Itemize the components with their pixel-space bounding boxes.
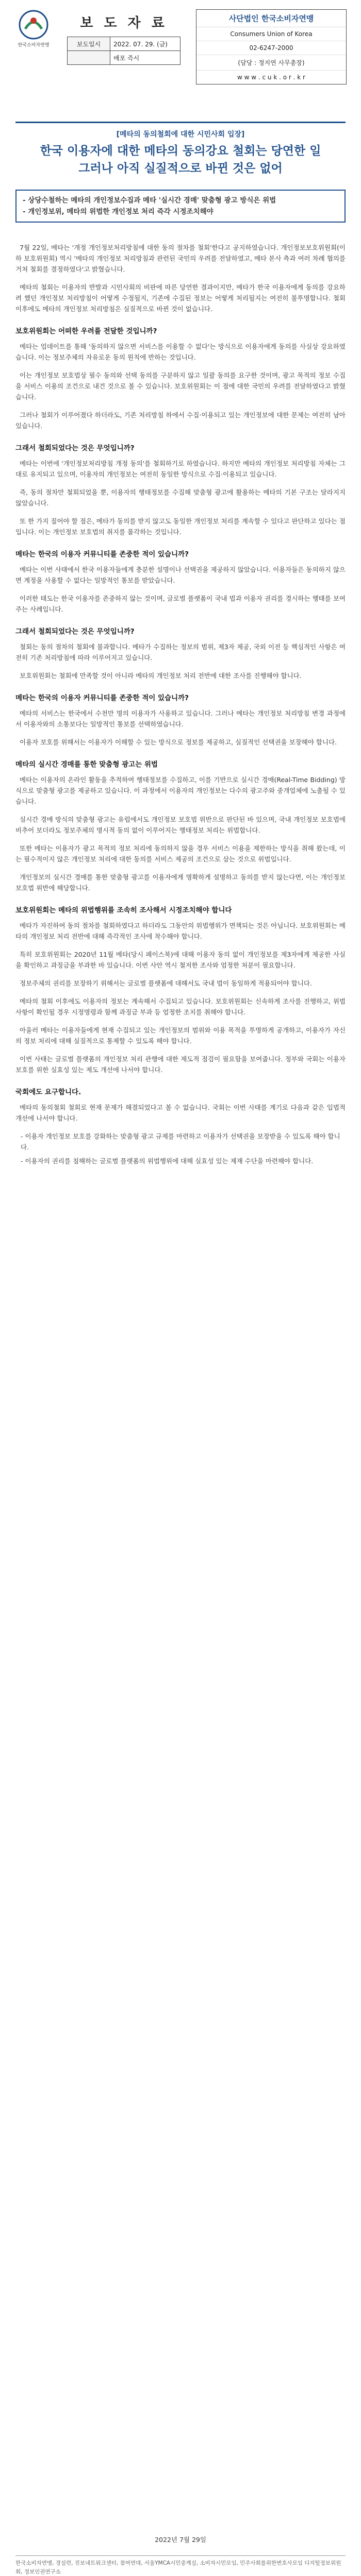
paragraph: 정보주체의 권리를 보장하기 위해서는 글로벌 플랫폼에 대해서도 국내 법이 동일하게 적용되어야 합니다. (20, 979, 312, 987)
section-heading: 그래서 철회되었다는 것은 무엇입니까? (15, 444, 135, 452)
page-title: 보 도 자 료 (80, 15, 168, 31)
headline-line-1: 한국 이용자에 대한 메타의 동의강요 철회는 당연한 일 (40, 144, 321, 158)
paragraph: 메타의 동의철회 철회로 현재 문제가 해결되었다고 볼 수 없습니다. 국회는 이번 사태를 계기로 다음과 같은 입법적 개선에 나서야 합니다. (15, 1104, 346, 1122)
subheadline-box (15, 190, 346, 223)
demand-list (21, 1131, 346, 1166)
paragraph: 메타는 이번에 '개인정보처리방침 개정 동의'를 철회하기로 하였습니다. 하지만 메타의 개인정보 처리방침 자체는 그대로 유지되고 있으며, 이용자의 개인정보는 여전히 동일한 방식으로 수집·이용되고 있습니다. (15, 460, 346, 478)
paragraph: 메타의 철회는 이용자의 반발과 시민사회의 비판에 따른 당연한 결과이지만, 메타가 한국 이용자에게 동의를 강요하려 했던 개인정보 처리방침이 어떻게 수정될지, 기존에 수집된 정보는 어떻게 처리될지는 여전히 불투명합니다. 철회 이후에도 메타의 개인정보 처리방침은 실질적으로 바뀐 것이 없습니다. (15, 283, 346, 313)
paragraph: 이용자 보호를 위해서는 이용자가 이해할 수 있는 방식으로 정보를 제공하고, 실질적인 선택권을 보장해야 합니다. (20, 738, 337, 746)
paragraph: 보호위원회는 철회에 만족할 것이 아니라 메타의 개인정보 처리 전반에 대한 조사를 진행해야 합니다. (20, 672, 302, 680)
paragraph: 메타의 서비스는 한국에서 수천만 명의 이용자가 사용하고 있습니다. 그러나 메타는 개인정보 처리방침 변경 과정에서 이용자와의 소통보다는 일방적인 통보를 선택하였습니다. (15, 709, 346, 728)
logo-text: 한국소비자연맹 (18, 43, 50, 48)
subheadline: - 상당수철하는 메타의 개인정보수집과 메타 '실시간 경매' 맞춤형 광고 방식은 위법 (23, 196, 276, 205)
section-heading: 보호위원회는 메타의 위법행위를 조속히 조사해서 시정조치해야 합니다 (15, 906, 232, 914)
paragraph: 그러나 철회가 이루어졌다 하더라도, 기존 처리방침 하에서 수집·이용되고 있는 개인정보에 대한 문제는 여전히 남아 있습니다. (15, 411, 346, 430)
paragraph: 아울러 메타는 이용자들에게 현재 수집되고 있는 개인정보의 범위와 이용 목적을 투명하게 공개하고, 이용자가 자신의 정보 처리에 대해 실질적으로 통제할 수 있도록 해야 합니다. (15, 1026, 346, 1045)
list-item: - 이용자의 권리를 침해하는 글로벌 플랫폼의 위법행위에 대해 실효성 있는 제재 수단을 마련해야 합니다. (21, 1157, 314, 1165)
co-signers-footer: 한국소비자연맹, 경실련, 진보네트워크센터, 참여연대, 서울YMCA시민중계실, 소비자시민모임, 민주사회를위한변호사모임 디지털정보위원회, 정보인권연구소 (15, 2555, 346, 2576)
paragraph: 또 한 가지 짚어야 할 점은, 메타가 동의를 받지 않고도 동일한 개인정보 처리를 계속할 수 있다고 판단하고 있다는 점입니다. 이는 개인정보 보호법의 취지를 몰각하는 것입니다. (15, 517, 346, 536)
release-meta-table (67, 37, 180, 65)
org-website[interactable]: w w w . c u k . o r . k r (237, 74, 305, 81)
org-logo (15, 9, 52, 56)
subheadline: - 개인정보위, 메타의 위법한 개인정보 처리 즉각 시정조치해야 (23, 208, 214, 216)
paragraph: 이번 사태는 글로벌 플랫폼의 개인정보 처리 관행에 대한 제도적 점검이 필요함을 보여줍니다. 정부와 국회는 이용자 보호를 위한 실효성 있는 제도 개선에 나서야 합니다. (15, 1055, 346, 1074)
section-heading: 메타는 한국의 이용자 커뮤니티를 존중한 적이 있습니까? (15, 694, 189, 702)
title-box (67, 9, 180, 65)
org-name: 사단법인 한국소비자연맹 (196, 10, 346, 27)
org-contact-person: (담당 : 정지연 사무총장) (196, 55, 346, 71)
meta-row (68, 51, 180, 65)
meta-value: 2022. 07. 29. (금) (110, 37, 180, 51)
header-divider (15, 122, 346, 123)
section-heading: 그래서 철회되었다는 것은 무엇입니까? (15, 628, 135, 636)
paragraph: 7월 22일, 메타는 '개정 개인정보처리방침에 대한 동의 절차를 철회'한다고 공지하였습니다. 개인정보보호위원회(이하 보호위원회) 역시 '메타의 개인정보 처리방침과 관련된 국민의 우려를 전달하였고, 메타 본사 측과 여러 차례 협의를 거쳐 철회를 결정하였다'고 밝혔습니다. (15, 244, 346, 273)
meta-value: 배포 즉시 (110, 51, 180, 65)
paragraph: 개인정보의 실시간 경매를 통한 맞춤형 광고를 이용자에게 명확하게 설명하고 동의를 받지 않는다면, 이는 개인정보 보호법 위반에 해당합니다. (15, 873, 346, 892)
list-item: - 이용자 개인정보 보호를 강화하는 맞춤형 광고 규제를 마련하고 이용자가 선택권을 보장받을 수 있도록 해야 합니다. (21, 1132, 340, 1151)
paragraph: 메타가 자진하여 동의 절차를 철회하였다고 하더라도 그동안의 위법행위가 면책되는 것은 아닙니다. 보호위원회는 메타의 개인정보 처리 전반에 대해 즉각적인 조사에 착수해야 합니다. (15, 922, 346, 940)
paragraph: 이는 개인정보 보호법상 필수 동의와 선택 동의를 구분하지 않고 일괄 동의를 요구한 것이며, 광고 목적의 정보 수집을 서비스 이용의 조건으로 내건 것으로 볼 수 있습니다. 보호위원회는 이 점에 대한 국민의 우려를 전달하였다고 밝혔습니다. (15, 371, 346, 401)
org-contact-box (196, 9, 347, 84)
headline (15, 142, 346, 177)
paragraph: 이러한 태도는 한국 이용자를 존중하지 않는 것이며, 글로벌 플랫폼이 국내 법과 이용자 권리를 경시하는 행태를 보여주는 사례입니다. (15, 595, 346, 613)
org-english-name: Consumers Union of Korea (196, 27, 346, 41)
org-phone: 02-6247-2000 (196, 41, 346, 55)
org-logo-icon (18, 9, 49, 40)
paragraph: 메타는 업데이트를 통해 '동의하지 않으면 서비스를 이용할 수 없다'는 방식으로 이용자에게 동의를 사실상 강요하였습니다. 이는 정보주체의 자유로운 동의 원칙에 반하는 것입니다. (15, 343, 346, 361)
section-heading: 메타의 실시간 경매를 통한 맞춤형 광고는 위법 (15, 760, 158, 769)
header (15, 9, 346, 117)
article-body (15, 242, 346, 1174)
headline-kicker: [메타의 동의철회에 대한 시민사회 입장] (116, 130, 245, 139)
paragraph: 특히 보호위원회는 2020년 11월 메타(당시 페이스북)에 대해 이용자 동의 없이 개인정보를 제3자에게 제공한 사실을 확인하고 과징금을 부과한 바 있습니다. 이번 사안 역시 철저한 조사와 엄정한 처분이 필요합니다. (15, 951, 346, 969)
section-heading: 보호위원회는 어떠한 우려를 전달한 것입니까? (15, 327, 157, 335)
paragraph: 즉, 동의 절차만 철회되었을 뿐, 이용자의 행태정보를 수집해 맞춤형 광고에 활용하는 메타의 기본 구조는 달라지지 않았습니다. (15, 488, 346, 507)
paragraph: 메타는 이번 사태에서 한국 이용자들에게 충분한 설명이나 선택권을 제공하지 않았습니다. 이용자들은 동의하지 않으면 계정을 사용할 수 없다는 일방적인 통보를 받았습니다. (15, 566, 346, 584)
meta-key: 보도일시 (68, 37, 110, 51)
paragraph: 또한 메타는 이용자가 광고 목적의 정보 처리에 동의하지 않을 경우 서비스 이용을 제한하는 방식을 취해 왔는데, 이는 필수적이지 않은 개인정보 처리에 대한 동의를 서비스 제공의 조건으로 삼는 것으로 위법입니다. (15, 844, 346, 863)
paragraph: 실시간 경매 방식의 맞춤형 광고는 유럽에서도 개인정보 보호법 위반으로 판단된 바 있으며, 국내 개인정보 보호법에 비추어 보더라도 정보주체의 명시적 동의 없이 이루어지는 행태정보 처리는 위법합니다. (15, 816, 346, 834)
release-date: 2022년 7월 29일 (155, 2536, 206, 2544)
paragraph: 철회는 동의 절차의 철회에 불과합니다. 메타가 수집하는 정보의 범위, 제3자 제공, 국외 이전 등 핵심적인 사항은 여전히 기존 처리방침에 따라 이루어지고 있습니다. (15, 643, 346, 662)
paragraph: 메타는 이용자의 온라인 활동을 추적하여 행태정보를 수집하고, 이를 기반으로 실시간 경매(Real-Time Bidding) 방식으로 맞춤형 광고를 제공하고 있습니다. 이 과정에서 이용자의 개인정보는 다수의 광고주와 중개업체에 노출될 수 있습니다. (15, 776, 346, 805)
headline-line-2: 그러나 아직 실질적으로 바뀐 것은 없어 (78, 162, 283, 175)
meta-row (68, 37, 180, 51)
meta-key (68, 51, 110, 65)
section-heading: 메타는 한국의 이용자 커뮤니티를 존중한 적이 있습니까? (15, 550, 189, 558)
section-heading: 국회에도 요구합니다. (15, 1088, 81, 1096)
paragraph: 메타의 철회 이후에도 이용자의 정보는 계속해서 수집되고 있습니다. 보호위원회는 신속하게 조사를 진행하고, 위법사항이 확인될 경우 시정명령과 함께 과징금 부과 등 엄정한 조치를 취해야 합니다. (15, 997, 346, 1016)
